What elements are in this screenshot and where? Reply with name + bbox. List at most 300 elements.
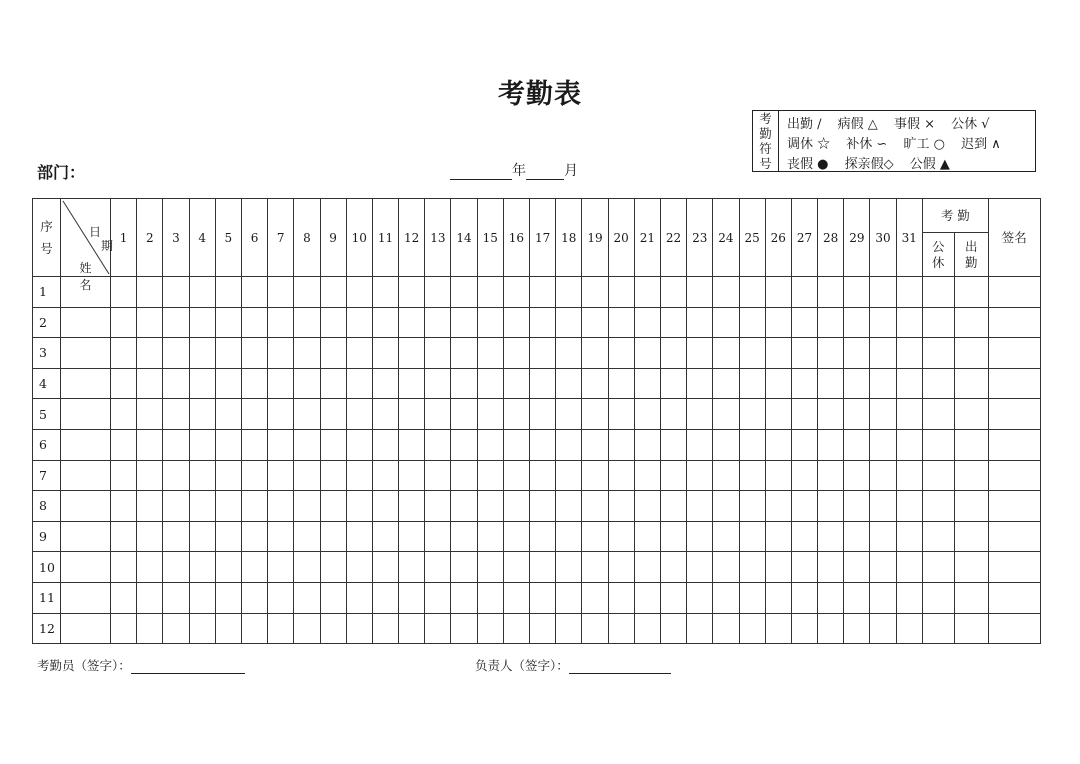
day-cell[interactable]: [660, 307, 686, 338]
day-cell[interactable]: [791, 521, 817, 552]
day-cell[interactable]: [503, 552, 529, 583]
day-cell[interactable]: [399, 491, 425, 522]
day-cell[interactable]: [241, 429, 267, 460]
day-cell[interactable]: [241, 552, 267, 583]
total-cell[interactable]: [922, 277, 954, 308]
day-cell[interactable]: [739, 368, 765, 399]
day-cell[interactable]: [582, 338, 608, 369]
day-cell[interactable]: [294, 368, 320, 399]
day-cell[interactable]: [163, 552, 189, 583]
total-cell[interactable]: [922, 460, 954, 491]
day-cell[interactable]: [215, 491, 241, 522]
day-cell[interactable]: [660, 552, 686, 583]
day-cell[interactable]: [399, 307, 425, 338]
day-cell[interactable]: [425, 613, 451, 644]
total-cell[interactable]: [954, 552, 988, 583]
day-cell[interactable]: [425, 460, 451, 491]
day-cell[interactable]: [399, 399, 425, 430]
day-cell[interactable]: [425, 429, 451, 460]
day-cell[interactable]: [451, 460, 477, 491]
day-cell[interactable]: [713, 338, 739, 369]
day-cell[interactable]: [189, 338, 215, 369]
day-cell[interactable]: [294, 399, 320, 430]
day-cell[interactable]: [608, 552, 634, 583]
day-cell[interactable]: [530, 491, 556, 522]
total-cell[interactable]: [922, 521, 954, 552]
day-cell[interactable]: [765, 552, 791, 583]
day-cell[interactable]: [713, 582, 739, 613]
day-cell[interactable]: [294, 521, 320, 552]
signature-cell[interactable]: [988, 368, 1040, 399]
day-cell[interactable]: [634, 429, 660, 460]
day-cell[interactable]: [215, 582, 241, 613]
day-cell[interactable]: [346, 582, 372, 613]
day-cell[interactable]: [870, 460, 896, 491]
day-cell[interactable]: [503, 613, 529, 644]
name-cell[interactable]: [61, 399, 111, 430]
day-cell[interactable]: [189, 552, 215, 583]
day-cell[interactable]: [425, 521, 451, 552]
day-cell[interactable]: [634, 460, 660, 491]
day-cell[interactable]: [425, 307, 451, 338]
signature-cell[interactable]: [988, 429, 1040, 460]
day-cell[interactable]: [163, 307, 189, 338]
day-cell[interactable]: [582, 582, 608, 613]
day-cell[interactable]: [660, 521, 686, 552]
day-cell[interactable]: [451, 429, 477, 460]
day-cell[interactable]: [477, 460, 503, 491]
total-cell[interactable]: [954, 582, 988, 613]
day-cell[interactable]: [241, 338, 267, 369]
day-cell[interactable]: [111, 491, 137, 522]
day-cell[interactable]: [477, 491, 503, 522]
day-cell[interactable]: [451, 491, 477, 522]
day-cell[interactable]: [346, 429, 372, 460]
day-cell[interactable]: [372, 582, 398, 613]
day-cell[interactable]: [372, 552, 398, 583]
day-cell[interactable]: [791, 552, 817, 583]
day-cell[interactable]: [634, 307, 660, 338]
day-cell[interactable]: [346, 399, 372, 430]
day-cell[interactable]: [687, 338, 713, 369]
day-cell[interactable]: [818, 307, 844, 338]
day-cell[interactable]: [320, 338, 346, 369]
day-cell[interactable]: [844, 429, 870, 460]
day-cell[interactable]: [215, 552, 241, 583]
day-cell[interactable]: [294, 277, 320, 308]
day-cell[interactable]: [294, 460, 320, 491]
day-cell[interactable]: [137, 460, 163, 491]
day-cell[interactable]: [268, 582, 294, 613]
day-cell[interactable]: [477, 277, 503, 308]
day-cell[interactable]: [346, 368, 372, 399]
day-cell[interactable]: [241, 521, 267, 552]
total-cell[interactable]: [954, 429, 988, 460]
month-blank[interactable]: [526, 163, 564, 180]
day-cell[interactable]: [739, 552, 765, 583]
day-cell[interactable]: [844, 460, 870, 491]
day-cell[interactable]: [556, 552, 582, 583]
day-cell[interactable]: [477, 338, 503, 369]
day-cell[interactable]: [189, 613, 215, 644]
day-cell[interactable]: [687, 491, 713, 522]
day-cell[interactable]: [687, 277, 713, 308]
day-cell[interactable]: [844, 521, 870, 552]
day-cell[interactable]: [870, 429, 896, 460]
day-cell[interactable]: [896, 491, 922, 522]
day-cell[interactable]: [791, 460, 817, 491]
day-cell[interactable]: [451, 613, 477, 644]
day-cell[interactable]: [189, 582, 215, 613]
day-cell[interactable]: [844, 582, 870, 613]
day-cell[interactable]: [844, 491, 870, 522]
day-cell[interactable]: [844, 613, 870, 644]
day-cell[interactable]: [137, 521, 163, 552]
day-cell[interactable]: [844, 307, 870, 338]
day-cell[interactable]: [687, 582, 713, 613]
day-cell[interactable]: [477, 613, 503, 644]
day-cell[interactable]: [687, 368, 713, 399]
day-cell[interactable]: [346, 613, 372, 644]
day-cell[interactable]: [582, 429, 608, 460]
day-cell[interactable]: [137, 491, 163, 522]
year-blank[interactable]: [450, 163, 512, 180]
day-cell[interactable]: [739, 338, 765, 369]
day-cell[interactable]: [844, 368, 870, 399]
day-cell[interactable]: [137, 429, 163, 460]
signature-cell[interactable]: [988, 552, 1040, 583]
name-cell[interactable]: [61, 491, 111, 522]
day-cell[interactable]: [268, 277, 294, 308]
total-cell[interactable]: [922, 552, 954, 583]
day-cell[interactable]: [608, 521, 634, 552]
day-cell[interactable]: [425, 552, 451, 583]
day-cell[interactable]: [739, 521, 765, 552]
day-cell[interactable]: [111, 338, 137, 369]
day-cell[interactable]: [765, 307, 791, 338]
day-cell[interactable]: [530, 338, 556, 369]
day-cell[interactable]: [189, 307, 215, 338]
day-cell[interactable]: [477, 399, 503, 430]
day-cell[interactable]: [241, 277, 267, 308]
day-cell[interactable]: [372, 460, 398, 491]
day-cell[interactable]: [687, 429, 713, 460]
day-cell[interactable]: [739, 491, 765, 522]
day-cell[interactable]: [608, 277, 634, 308]
day-cell[interactable]: [765, 491, 791, 522]
day-cell[interactable]: [556, 521, 582, 552]
day-cell[interactable]: [844, 399, 870, 430]
total-cell[interactable]: [954, 307, 988, 338]
day-cell[interactable]: [870, 491, 896, 522]
day-cell[interactable]: [372, 368, 398, 399]
day-cell[interactable]: [399, 338, 425, 369]
name-cell[interactable]: [61, 460, 111, 491]
day-cell[interactable]: [713, 491, 739, 522]
day-cell[interactable]: [739, 277, 765, 308]
day-cell[interactable]: [425, 338, 451, 369]
day-cell[interactable]: [215, 368, 241, 399]
day-cell[interactable]: [739, 399, 765, 430]
day-cell[interactable]: [896, 429, 922, 460]
day-cell[interactable]: [582, 399, 608, 430]
day-cell[interactable]: [608, 613, 634, 644]
name-cell[interactable]: [61, 307, 111, 338]
day-cell[interactable]: [111, 552, 137, 583]
day-cell[interactable]: [137, 368, 163, 399]
day-cell[interactable]: [739, 460, 765, 491]
day-cell[interactable]: [268, 491, 294, 522]
day-cell[interactable]: [163, 582, 189, 613]
day-cell[interactable]: [294, 338, 320, 369]
day-cell[interactable]: [634, 613, 660, 644]
day-cell[interactable]: [268, 307, 294, 338]
day-cell[interactable]: [896, 460, 922, 491]
day-cell[interactable]: [399, 368, 425, 399]
day-cell[interactable]: [137, 307, 163, 338]
day-cell[interactable]: [163, 521, 189, 552]
day-cell[interactable]: [556, 307, 582, 338]
day-cell[interactable]: [425, 277, 451, 308]
day-cell[interactable]: [215, 338, 241, 369]
day-cell[interactable]: [163, 429, 189, 460]
day-cell[interactable]: [739, 582, 765, 613]
day-cell[interactable]: [791, 613, 817, 644]
day-cell[interactable]: [765, 460, 791, 491]
day-cell[interactable]: [687, 613, 713, 644]
day-cell[interactable]: [320, 613, 346, 644]
day-cell[interactable]: [870, 277, 896, 308]
total-cell[interactable]: [922, 307, 954, 338]
day-cell[interactable]: [608, 399, 634, 430]
day-cell[interactable]: [896, 307, 922, 338]
day-cell[interactable]: [634, 491, 660, 522]
day-cell[interactable]: [189, 368, 215, 399]
day-cell[interactable]: [137, 399, 163, 430]
day-cell[interactable]: [372, 307, 398, 338]
day-cell[interactable]: [294, 307, 320, 338]
signature-cell[interactable]: [988, 460, 1040, 491]
name-cell[interactable]: [61, 582, 111, 613]
day-cell[interactable]: [111, 277, 137, 308]
day-cell[interactable]: [765, 399, 791, 430]
day-cell[interactable]: [503, 429, 529, 460]
day-cell[interactable]: [818, 368, 844, 399]
day-cell[interactable]: [844, 338, 870, 369]
day-cell[interactable]: [215, 307, 241, 338]
day-cell[interactable]: [608, 338, 634, 369]
day-cell[interactable]: [791, 368, 817, 399]
day-cell[interactable]: [163, 338, 189, 369]
day-cell[interactable]: [713, 552, 739, 583]
day-cell[interactable]: [163, 613, 189, 644]
day-cell[interactable]: [503, 368, 529, 399]
day-cell[interactable]: [399, 613, 425, 644]
day-cell[interactable]: [556, 429, 582, 460]
day-cell[interactable]: [556, 399, 582, 430]
day-cell[interactable]: [818, 613, 844, 644]
day-cell[interactable]: [503, 582, 529, 613]
day-cell[interactable]: [818, 338, 844, 369]
day-cell[interactable]: [163, 368, 189, 399]
day-cell[interactable]: [582, 491, 608, 522]
day-cell[interactable]: [163, 399, 189, 430]
day-cell[interactable]: [608, 429, 634, 460]
day-cell[interactable]: [503, 460, 529, 491]
day-cell[interactable]: [791, 277, 817, 308]
day-cell[interactable]: [739, 613, 765, 644]
day-cell[interactable]: [189, 277, 215, 308]
day-cell[interactable]: [320, 429, 346, 460]
signature-cell[interactable]: [988, 521, 1040, 552]
day-cell[interactable]: [425, 582, 451, 613]
day-cell[interactable]: [608, 460, 634, 491]
day-cell[interactable]: [818, 582, 844, 613]
day-cell[interactable]: [399, 582, 425, 613]
day-cell[interactable]: [713, 399, 739, 430]
day-cell[interactable]: [896, 277, 922, 308]
day-cell[interactable]: [556, 277, 582, 308]
day-cell[interactable]: [530, 307, 556, 338]
signature-cell[interactable]: [988, 338, 1040, 369]
day-cell[interactable]: [687, 399, 713, 430]
day-cell[interactable]: [372, 491, 398, 522]
day-cell[interactable]: [268, 521, 294, 552]
total-cell[interactable]: [954, 491, 988, 522]
total-cell[interactable]: [922, 582, 954, 613]
day-cell[interactable]: [372, 429, 398, 460]
day-cell[interactable]: [896, 368, 922, 399]
day-cell[interactable]: [372, 338, 398, 369]
day-cell[interactable]: [346, 307, 372, 338]
day-cell[interactable]: [137, 277, 163, 308]
day-cell[interactable]: [137, 338, 163, 369]
day-cell[interactable]: [241, 307, 267, 338]
day-cell[interactable]: [634, 277, 660, 308]
day-cell[interactable]: [530, 368, 556, 399]
day-cell[interactable]: [451, 399, 477, 430]
day-cell[interactable]: [896, 338, 922, 369]
day-cell[interactable]: [268, 399, 294, 430]
day-cell[interactable]: [582, 368, 608, 399]
day-cell[interactable]: [556, 613, 582, 644]
day-cell[interactable]: [765, 368, 791, 399]
day-cell[interactable]: [687, 521, 713, 552]
day-cell[interactable]: [399, 460, 425, 491]
day-cell[interactable]: [399, 277, 425, 308]
day-cell[interactable]: [870, 582, 896, 613]
day-cell[interactable]: [530, 277, 556, 308]
day-cell[interactable]: [137, 552, 163, 583]
day-cell[interactable]: [451, 277, 477, 308]
signature-cell[interactable]: [988, 399, 1040, 430]
day-cell[interactable]: [896, 613, 922, 644]
day-cell[interactable]: [556, 491, 582, 522]
total-cell[interactable]: [922, 368, 954, 399]
total-cell[interactable]: [954, 338, 988, 369]
day-cell[interactable]: [451, 368, 477, 399]
day-cell[interactable]: [818, 491, 844, 522]
day-cell[interactable]: [791, 399, 817, 430]
day-cell[interactable]: [268, 368, 294, 399]
day-cell[interactable]: [241, 582, 267, 613]
day-cell[interactable]: [660, 429, 686, 460]
day-cell[interactable]: [111, 521, 137, 552]
day-cell[interactable]: [111, 399, 137, 430]
total-cell[interactable]: [922, 338, 954, 369]
day-cell[interactable]: [320, 460, 346, 491]
day-cell[interactable]: [451, 338, 477, 369]
day-cell[interactable]: [320, 277, 346, 308]
day-cell[interactable]: [530, 521, 556, 552]
day-cell[interactable]: [739, 429, 765, 460]
day-cell[interactable]: [844, 552, 870, 583]
day-cell[interactable]: [346, 338, 372, 369]
day-cell[interactable]: [294, 491, 320, 522]
name-cell[interactable]: [61, 338, 111, 369]
day-cell[interactable]: [870, 307, 896, 338]
day-cell[interactable]: [634, 338, 660, 369]
day-cell[interactable]: [791, 491, 817, 522]
day-cell[interactable]: [399, 552, 425, 583]
day-cell[interactable]: [530, 399, 556, 430]
day-cell[interactable]: [503, 521, 529, 552]
signature-cell[interactable]: [988, 277, 1040, 308]
day-cell[interactable]: [111, 368, 137, 399]
day-cell[interactable]: [111, 429, 137, 460]
day-cell[interactable]: [346, 460, 372, 491]
day-cell[interactable]: [660, 399, 686, 430]
day-cell[interactable]: [189, 521, 215, 552]
day-cell[interactable]: [477, 307, 503, 338]
day-cell[interactable]: [582, 552, 608, 583]
day-cell[interactable]: [530, 582, 556, 613]
total-cell[interactable]: [922, 429, 954, 460]
day-cell[interactable]: [896, 521, 922, 552]
day-cell[interactable]: [503, 277, 529, 308]
day-cell[interactable]: [111, 307, 137, 338]
day-cell[interactable]: [294, 613, 320, 644]
day-cell[interactable]: [765, 521, 791, 552]
day-cell[interactable]: [372, 277, 398, 308]
day-cell[interactable]: [111, 582, 137, 613]
day-cell[interactable]: [320, 307, 346, 338]
day-cell[interactable]: [425, 399, 451, 430]
day-cell[interactable]: [215, 429, 241, 460]
day-cell[interactable]: [687, 307, 713, 338]
day-cell[interactable]: [687, 552, 713, 583]
day-cell[interactable]: [660, 277, 686, 308]
day-cell[interactable]: [346, 491, 372, 522]
day-cell[interactable]: [215, 613, 241, 644]
day-cell[interactable]: [530, 460, 556, 491]
day-cell[interactable]: [556, 368, 582, 399]
day-cell[interactable]: [189, 429, 215, 460]
day-cell[interactable]: [791, 307, 817, 338]
day-cell[interactable]: [870, 399, 896, 430]
day-cell[interactable]: [320, 491, 346, 522]
day-cell[interactable]: [372, 613, 398, 644]
total-cell[interactable]: [954, 613, 988, 644]
day-cell[interactable]: [189, 491, 215, 522]
day-cell[interactable]: [765, 277, 791, 308]
day-cell[interactable]: [660, 460, 686, 491]
day-cell[interactable]: [713, 429, 739, 460]
name-cell[interactable]: [61, 613, 111, 644]
day-cell[interactable]: [451, 552, 477, 583]
signature-cell[interactable]: [988, 613, 1040, 644]
day-cell[interactable]: [451, 521, 477, 552]
